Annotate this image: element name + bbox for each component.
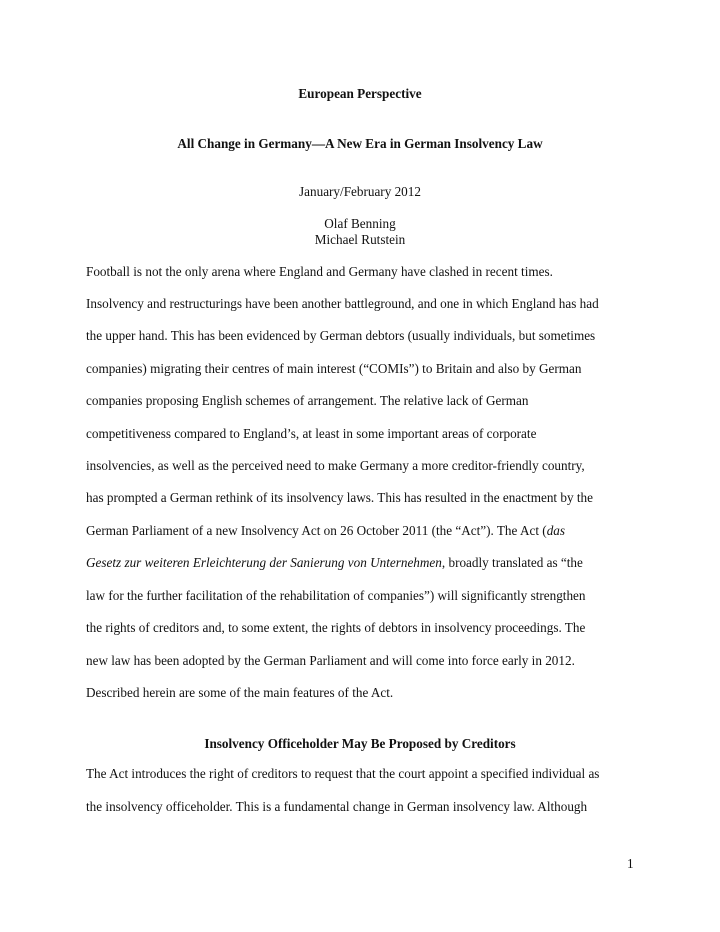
paragraph-line: Described herein are some of the main features of the Act. bbox=[86, 685, 394, 700]
paragraph-line: competitiveness compared to England’s, at least in some important areas of corporate bbox=[86, 426, 537, 441]
italic-act-title: Gesetz zur weiteren Erleichterung der Sanierung von Unternehmen bbox=[86, 555, 442, 570]
document-title: All Change in Germany—A New Era in German Insolvency Law bbox=[177, 136, 543, 151]
italic-term: das bbox=[546, 523, 566, 538]
author-name: Olaf Benning bbox=[324, 216, 396, 231]
paragraph-line: the insolvency officeholder. This is a fundamental change in German insolvency law. Although bbox=[86, 799, 588, 814]
paragraph-line: companies) migrating their centres of main interest (“COMIs”) to Britain and also by German bbox=[86, 361, 582, 376]
section-heading: European Perspective bbox=[298, 86, 422, 101]
paragraph-line: new law has been adopted by the German Parliament and will come into force early in 2012. bbox=[86, 653, 575, 668]
paragraph-line: law for the further facilitation of the rehabilitation of companies”) will significantly strengthen bbox=[86, 588, 586, 603]
line-text: , broadly translated as “the bbox=[441, 555, 583, 570]
line-text: German Parliament of a new Insolvency Act on 26 October 2011 (the “Act”). The Act ( bbox=[86, 523, 547, 538]
paragraph-line bbox=[86, 523, 565, 539]
paragraph-line: The Act introduces the right of creditors to request that the court appoint a specified individual as bbox=[86, 766, 600, 781]
paragraph-line: the rights of creditors and, to some extent, the rights of debtors in insolvency proceedings. The bbox=[86, 620, 586, 635]
paragraph-line: companies proposing English schemes of arrangement. The relative lack of German bbox=[86, 393, 529, 408]
paragraph-line: the upper hand. This has been evidenced by German debtors (usually individuals, but sometimes bbox=[86, 328, 596, 343]
paragraph-line: has prompted a German rethink of its insolvency laws. This has resulted in the enactment by the bbox=[86, 490, 593, 505]
page-number: 1 bbox=[627, 856, 634, 871]
issue-date: January/February 2012 bbox=[299, 184, 421, 199]
paragraph-line: Insolvency and restructurings have been another battleground, and one in which England has had bbox=[86, 296, 599, 311]
subheading: Insolvency Officeholder May Be Proposed by Creditors bbox=[204, 736, 516, 751]
paragraph-line: Football is not the only arena where England and Germany have clashed in recent times. bbox=[86, 264, 553, 279]
paragraph-line bbox=[86, 555, 583, 571]
paragraph-line: insolvencies, as well as the perceived need to make Germany a more creditor-friendly country, bbox=[86, 458, 585, 473]
author-name: Michael Rutstein bbox=[314, 232, 406, 247]
